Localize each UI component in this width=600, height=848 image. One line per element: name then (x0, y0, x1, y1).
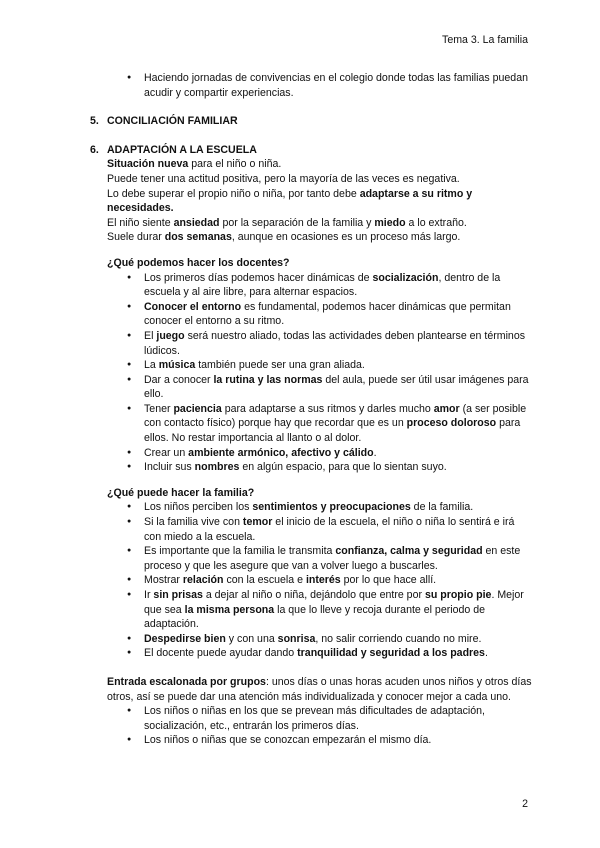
list-item: ● Tener paciencia para adaptarse a sus ritmos y darles mucho amor (a ser posible con contacto físico) porque hay que recordar que es un proceso doloroso para ellos. No restar importancia al llanto o al dolor. (107, 402, 532, 446)
list-item: ● Ir sin prisas a dejar al niño o niña, dejándolo que entre por su propio pie. Mejor que sea la misma persona la que lo lleve y recoja durante el periodo de adaptación. (107, 588, 532, 632)
bold-run: nombres (194, 461, 240, 474)
docentes-list (107, 271, 532, 475)
bold-run: confianza, calma y seguridad (335, 545, 483, 558)
bold-run: sin prisas (153, 589, 203, 601)
document-body (90, 71, 532, 748)
list-item: ● Los niños o niñas que se conozcan empezarán el mismo día. (107, 733, 532, 748)
bold-run: adaptarse a su ritmo y necesidades. (107, 187, 473, 215)
bold-run: Despedirse bien (144, 632, 226, 645)
list-item: ● Es importante que la familia le transmita confianza, calma y seguridad en este proceso y que les asegure que van a volver luego a buscarles. (107, 544, 532, 573)
bold-run: sentimientos y preocupaciones (252, 501, 411, 514)
bold-run: Entrada escalonada por grupos (107, 675, 266, 688)
section-title: ADAPTACIÓN A LA ESCUELA (107, 143, 257, 156)
familia-list (107, 500, 532, 661)
list-item: ● La música también puede ser una gran aliada. (107, 358, 532, 373)
bold-run: dos semanas (164, 231, 232, 244)
entrada-paragraph: Entrada escalonada por grupos: unos días o unas horas acuden unos niños y otros días otros, así se puede dar una atención más individualizada y conocer mejor a cada uno. (107, 675, 532, 703)
bold-run: relación (182, 574, 224, 587)
bold-run: Situación nueva (107, 158, 189, 171)
intro-bullet-list (107, 71, 532, 100)
bold-run: paciencia (173, 402, 222, 415)
running-header: Tema 3. La familia (442, 34, 528, 46)
list-item: ● Haciendo jornadas de convivencias en el colegio donde todas las familias puedan acudir y compartir experiencias. (107, 71, 532, 100)
bold-run: ambiente armónico, afectivo y cálido (188, 446, 374, 459)
bold-run: la rutina y las normas (213, 373, 323, 386)
bold-run: interés (305, 574, 341, 587)
list-item: ● Los niños o niñas en los que se prevean más dificultades de adaptación, socialización, etc., entrarán los primeros días. (107, 704, 532, 733)
bold-run: juego (156, 329, 185, 342)
section-6-intro (107, 157, 532, 245)
bold-run: proceso doloroso (406, 417, 497, 430)
section-number: 6. (90, 143, 99, 156)
paragraph-line: Lo debe superar el propio niño o niña, por tanto debe adaptarse a su ritmo y necesidades. (107, 187, 473, 215)
list-item: ● Los primeros días podemos hacer dinámicas de socialización, dentro de la escuela y al aire libre, para alternar espacios. (107, 271, 532, 300)
bold-run: temor (242, 516, 273, 529)
familia-heading: ¿Qué puede hacer la familia? (107, 486, 255, 499)
paragraph-line: El niño siente ansiedad por la separación de la familia y miedo a lo extraño. (107, 216, 467, 229)
bold-run: Conocer el entorno (144, 300, 242, 313)
bold-run: su propio pie (424, 589, 492, 601)
section-6-heading (90, 143, 532, 158)
entrada-list (107, 704, 532, 748)
section-5-heading (90, 114, 532, 129)
docentes-heading: ¿Qué podemos hacer los docentes? (107, 256, 290, 269)
paragraph-line: Situación nueva para el niño o niña. (107, 158, 282, 171)
page-number: 2 (522, 798, 528, 810)
paragraph-line: Puede tener una actitud positiva, pero la mayoría de las veces es negativa. (107, 172, 460, 185)
paragraph-line: Suele durar dos semanas, aunque en ocasiones es un proceso más largo. (107, 231, 461, 244)
bold-run: miedo (374, 216, 406, 229)
bold-run: tranquilidad y seguridad a los padres (297, 647, 485, 660)
list-item: ● Mostrar relación con la escuela e interés por lo que hace allí. (107, 573, 532, 588)
list-item: ● Dar a conocer la rutina y las normas del aula, puede ser útil usar imágenes para ello. (107, 373, 532, 402)
list-item: ● Despedirse bien y con una sonrisa, no salir corriendo cuando no mire. (107, 632, 532, 647)
list-item: ● Si la familia vive con temor el inicio de la escuela, el niño o niña lo sentirá e irá con miedo a la escuela. (107, 515, 532, 544)
section-number: 5. (90, 115, 99, 128)
bold-run: amor (433, 402, 460, 415)
bold-run: ansiedad (173, 216, 220, 229)
list-item: ● El juego será nuestro aliado, todas las actividades deben plantearse en términos lúdicos. (107, 329, 532, 358)
bold-run: música (158, 359, 196, 372)
bold-run: la misma persona (184, 603, 275, 616)
list-item: ● Incluir sus nombres en algún espacio, para que lo sientan suyo. (107, 460, 532, 475)
list-item: ● Crear un ambiente armónico, afectivo y cálido. (107, 446, 532, 461)
list-item: ● Los niños perciben los sentimientos y preocupaciones de la familia. (107, 500, 532, 515)
list-item: ● Conocer el entorno es fundamental, podemos hacer dinámicas que permitan conocer el entorno a su ritmo. (107, 300, 532, 329)
list-item: ● El docente puede ayudar dando tranquilidad y seguridad a los padres. (107, 646, 532, 661)
bold-run: socialización (372, 271, 439, 284)
section-title: CONCILIACIÓN FAMILIAR (107, 115, 238, 128)
bold-run: sonrisa (277, 632, 316, 645)
